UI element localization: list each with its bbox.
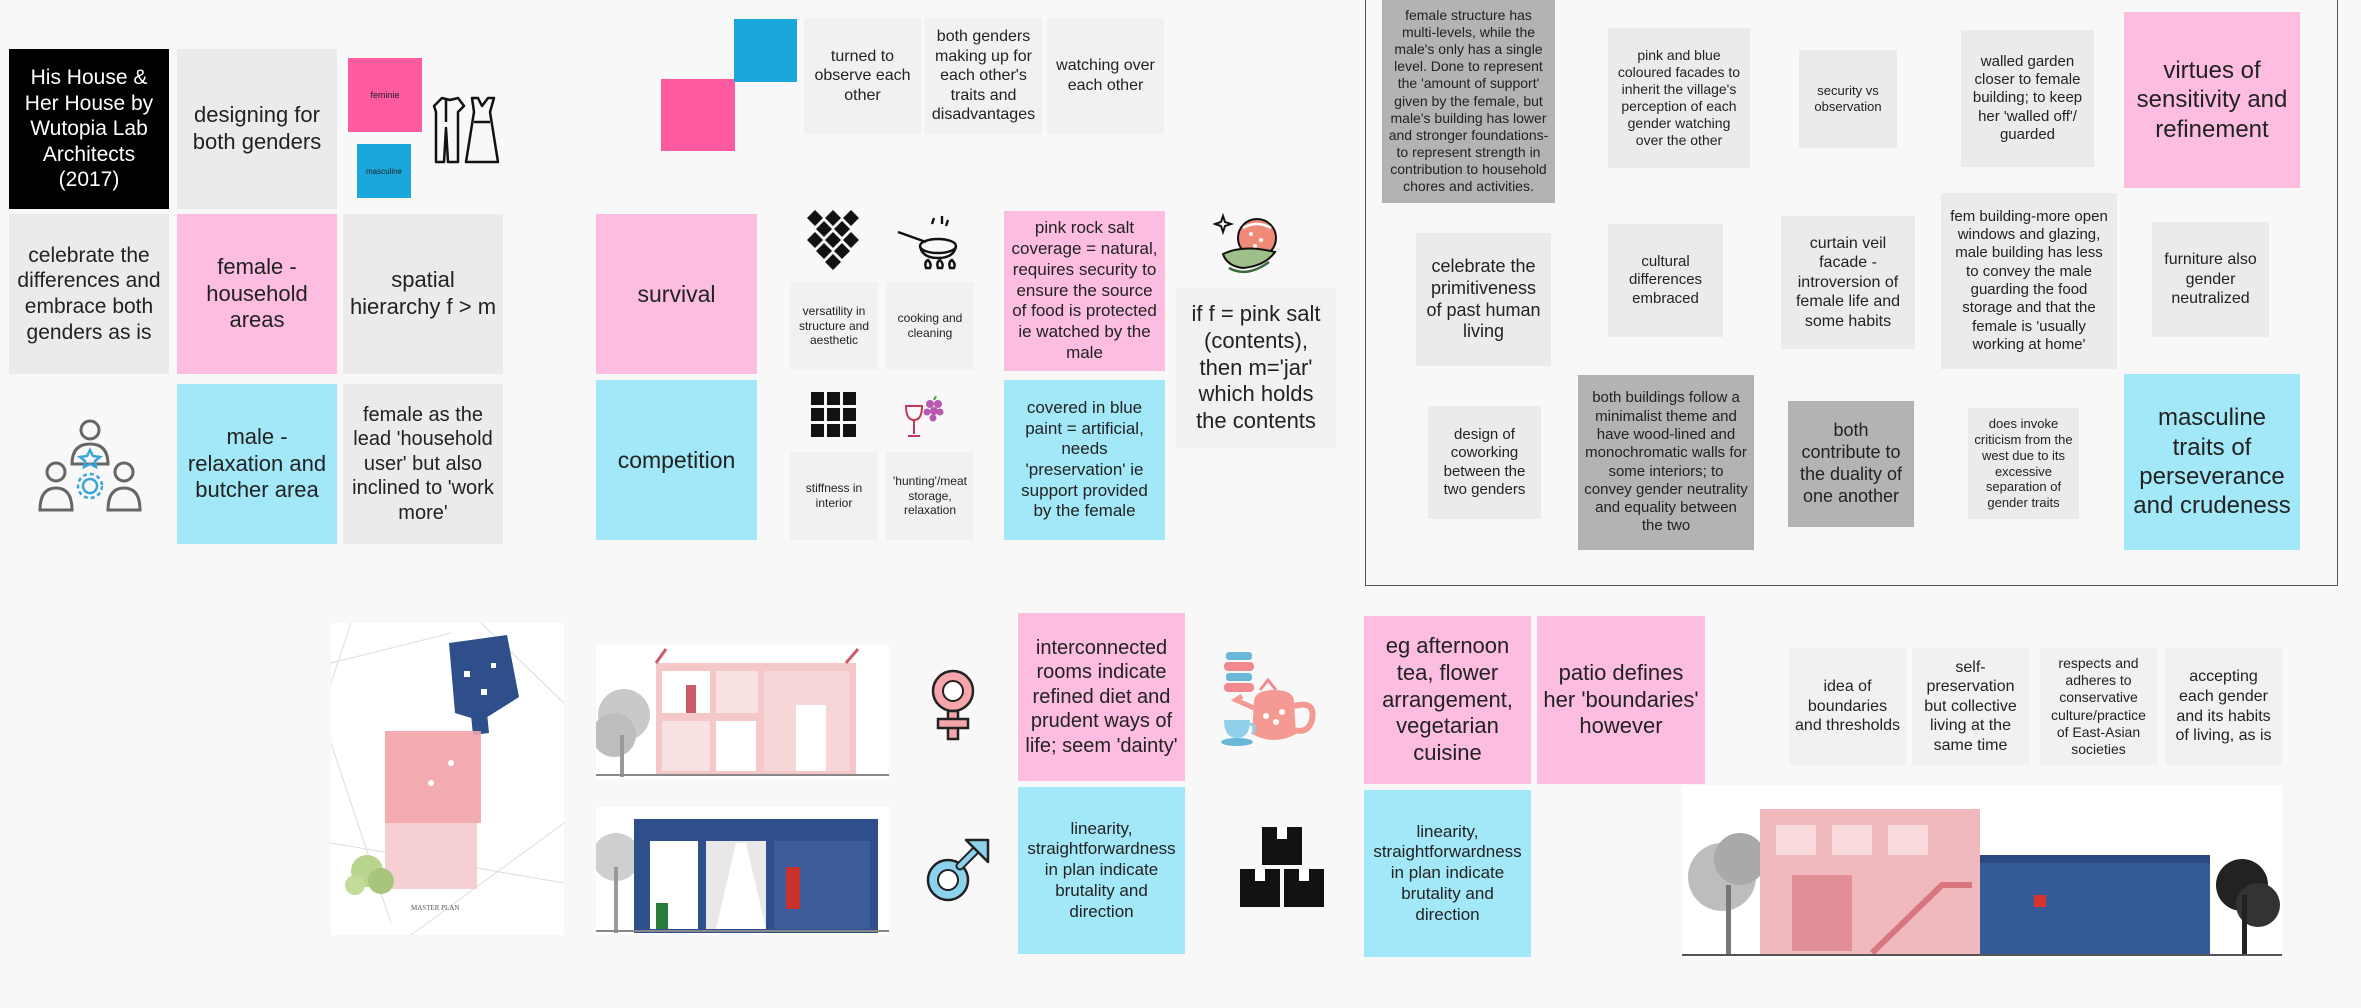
note-criticism[interactable]: does invoke criticism from the west due to its excessive separation of gender traits [1968,408,2079,519]
food-bowl-icon [1213,208,1289,280]
note-watching-over[interactable]: watching over each other [1047,18,1164,134]
note-competition[interactable]: competition [596,380,757,540]
note-hunting[interactable]: 'hunting'/meat storage, relaxation [886,452,974,540]
grid-icon [811,392,857,438]
elevation-image [1682,785,2282,958]
note-designing[interactable]: designing for both genders [177,49,337,209]
pink-square [661,79,735,151]
note-celebrate-differences[interactable]: celebrate the differences and embrace both genders as is [9,214,169,374]
note-respects[interactable]: respects and adheres to conservative culture/practice of East-Asian societies [2040,648,2157,765]
note-minimalist[interactable]: both buildings follow a minimalist theme and have wood-lined and monochromatic walls for some interiors; to convey gender neutrality and equality between the two [1578,375,1754,550]
note-multi-level[interactable]: female structure has multi-levels, while the male's only has a single level. Done to represent the 'amount of support' given by the female, but male's building has lower and stronger foundations- to represent strength in contribution to household chores and activities. [1382,0,1555,203]
legend-masculine-swatch [357,144,411,198]
note-curtain-veil[interactable]: curtain veil facade - introversion of female life and some habits [1781,216,1915,349]
title-card[interactable]: His House & Her House by Wutopia Lab Architects (2017) [9,49,169,209]
note-afternoon-tea[interactable]: eg afternoon tea, flower arrangement, vegetarian cuisine [1364,616,1531,784]
diamond-pattern-icon [805,210,861,270]
cooking-pan-icon [896,210,962,272]
note-self-preservation[interactable]: self-preservation but collective living at the same time [1912,648,2029,765]
note-interconnected-rooms[interactable]: interconnected rooms indicate refined diet and prudent ways of life; seem 'dainty' [1018,613,1185,781]
note-if-f-pink-salt[interactable]: if f = pink salt (contents), then m='jar' which holds the contents [1176,288,1336,448]
note-duality[interactable]: both contribute to the duality of one another [1788,401,1914,527]
note-cooking-cleaning[interactable]: cooking and cleaning [886,282,974,370]
legend-masculine-label: masculine [365,166,402,176]
master-plan-label: MASTER PLAN [411,904,460,912]
team-icon [38,414,142,518]
legend-feminine-label: feminie [370,90,400,100]
note-celebrate-primitiveness[interactable]: celebrate the primitiveness of past human living [1416,233,1551,366]
note-spatial-hierarchy[interactable]: spatial hierarchy f > m [343,214,503,374]
note-making-up[interactable]: both genders making up for each other's traits and disadvantages [925,18,1042,134]
male-symbol-icon [922,836,992,906]
female-section-image [596,645,889,779]
boxes-icon [1240,825,1326,909]
note-versatility[interactable]: versatility in structure and aesthetic [790,282,878,370]
legend-feminine-swatch [348,58,422,132]
note-linearity-2[interactable]: linearity, straightforwardness in plan indicate brutality and direction [1364,790,1531,957]
note-patio[interactable]: patio defines her 'boundaries' however [1537,616,1705,784]
tea-set-icon [1220,650,1324,754]
note-boundaries[interactable]: idea of boundaries and thresholds [1789,648,1906,765]
note-walled-garden[interactable]: walled garden closer to female building; to keep her 'walled off'/ guarded [1961,30,2094,167]
note-stiffness[interactable]: stiffness in interior [790,452,878,540]
note-blue-paint[interactable]: covered in blue paint = artificial, needs 'preservation' ie support provided by the female [1004,380,1165,540]
male-section-image [596,807,889,935]
note-pink-blue-facades[interactable]: pink and blue coloured facades to inherit the village's perception of each gender watching over the other [1608,28,1750,168]
note-female-household[interactable]: female - household areas [177,214,337,374]
note-linearity-1[interactable]: linearity, straightforwardness in plan indicate brutality and direction [1018,787,1185,954]
note-pink-salt[interactable]: pink rock salt coverage = natural, requires security to ensure the source of food is protected ie watched by the male [1004,211,1165,371]
note-turned-observe[interactable]: turned to observe each other [804,18,921,134]
female-symbol-icon [925,665,981,743]
note-virtues[interactable]: virtues of sensitivity and refinement [2124,12,2300,188]
note-survival[interactable]: survival [596,214,757,374]
note-fem-building[interactable]: fem building-more open windows and glazing, male building has less to convey the male guarding the food storage and that the female is 'usually working at home' [1941,193,2117,369]
note-female-lead[interactable]: female as the lead 'household user' but also inclined to 'work more' [343,384,503,544]
blue-square [734,19,797,82]
note-coworking[interactable]: design of coworking between the two genders [1428,406,1541,519]
note-furniture[interactable]: furniture also gender neutralized [2152,222,2269,337]
wine-grapes-icon [902,396,944,440]
note-security-observation[interactable]: security vs observation [1799,50,1897,148]
note-male-relaxation[interactable]: male - relaxation and butcher area [177,384,337,544]
note-cultural-differences[interactable]: cultural differences embraced [1608,224,1723,337]
note-masculine-traits[interactable]: masculine traits of perseverance and crudeness [2124,374,2300,550]
master-plan-image [331,623,564,935]
clothing-icon [428,92,500,166]
note-accepting[interactable]: accepting each gender and its habits of living, as is [2165,648,2282,765]
